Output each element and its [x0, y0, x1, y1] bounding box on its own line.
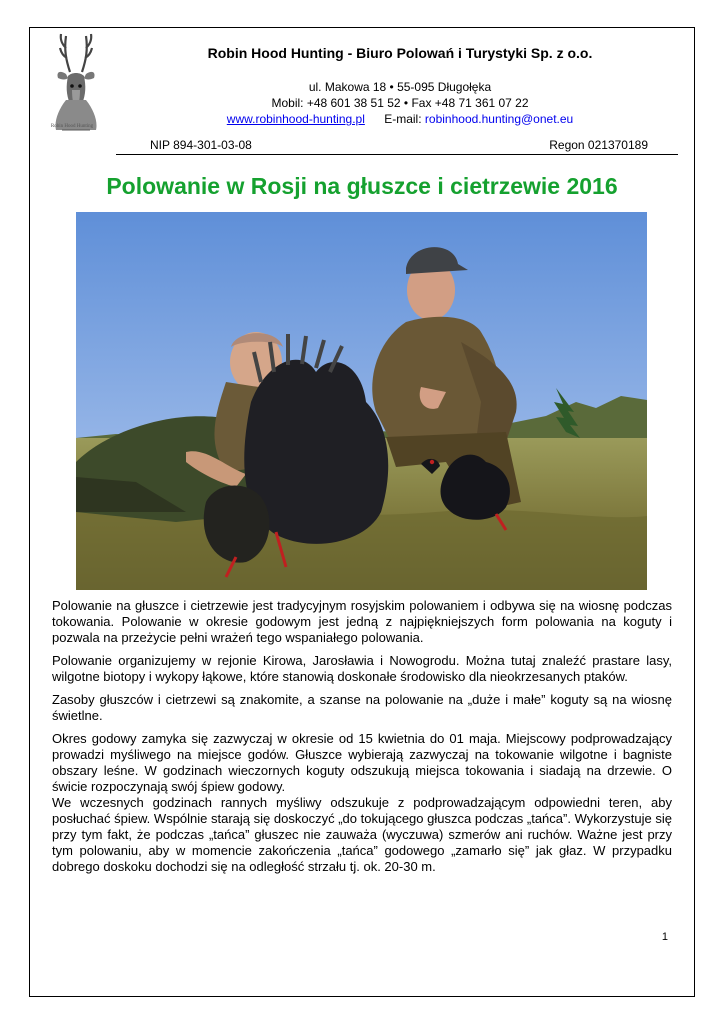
page-title: Polowanie w Rosji na głuszce i cietrzewie 2016 — [106, 173, 618, 199]
email-link[interactable]: robinhood.hunting@onet.eu — [424, 112, 574, 126]
paragraph-hunt-method: We wczesnych godzinach rannych myśliwy odszukuje z podprowadzającym odpowiedni teren, aby posłuchać śpiew. Wspólnie starają się doskoczyć „do tokującego głuszca podczas „tańca”. Wykorzystuje się przy tym fakt, że podczas „tańca” głuszec nie zauważa (wyczuwa) szmerów ani ruchów. Ważne jest przy tym polowaniu, aby w momencie zakończenia „tańca” godowego „zamarło się” jak głaz. W przypadku dobrego doskoku dochodzi się na odległość strzału tj. ok. 20-30 m. — [52, 795, 672, 874]
paragraph-regions: Polowanie organizujemy w rejonie Kirowa, Jarosławia i Nowogrodu. Można tutaj znaleźć prastare lasy, wilgotne biotopy i wykopy łąkowe, które stanowią doskonałe środowisko dla nieokrzesanych ptaków. — [52, 653, 672, 684]
hunters-photo — [76, 212, 647, 590]
page-number: 1 — [661, 931, 668, 943]
contact-line — [120, 112, 680, 126]
company-address: ul. Makowa 18 • 55-095 Długołęka — [308, 80, 492, 94]
email-label: E-mail: — [384, 112, 422, 126]
roe-deer-logo — [36, 30, 108, 148]
nip-number: NIP 894-301-03-08 — [150, 138, 252, 152]
article-body — [52, 598, 672, 882]
paragraph-intro: Polowanie na głuszce i cietrzewie jest tradycyjnym rosyjskim polowaniem i odbywa się na wiosnę podczas tokowania. Polowanie w okresie godowym jest jedną z najpiękniejszych form polowania na koguty i pozwala na przeżycie pełni wrażeń tego wspaniałego polowania. — [52, 598, 672, 645]
website-link[interactable]: www.robinhood-hunting.pl — [226, 112, 365, 126]
regon-number: Regon 021370189 — [549, 138, 648, 152]
logo-caption: Robin Hood Hunting — [50, 124, 94, 129]
company-name: Robin Hood Hunting - Biuro Polowań i Turystyki Sp. z o.o. — [207, 45, 593, 61]
paragraph-season: Okres godowy zamyka się zazwyczaj w okresie od 15 kwietnia do 01 maja. Miejscowy podprowadzający prowadzi myśliwego na miejsce godów. Głuszce wybierają zazwyczaj na tokowanie wilgotne i bagniste obszary leśne. W godzinach wieczornych koguty odszukują miejsca tokowania i siadają na drzewie. O świcie rozpoczynają swój śpiew godowy. — [52, 731, 672, 794]
paragraph-resources: Zasoby głuszców i cietrzewi są znakomite, a szanse na polowanie na „duże i małe” koguty są na wiosnę świetlne. — [52, 692, 672, 723]
header-divider — [116, 154, 678, 155]
company-phones: Mobil: +48 601 38 51 52 • Fax +48 71 361 07 22 — [271, 96, 529, 110]
